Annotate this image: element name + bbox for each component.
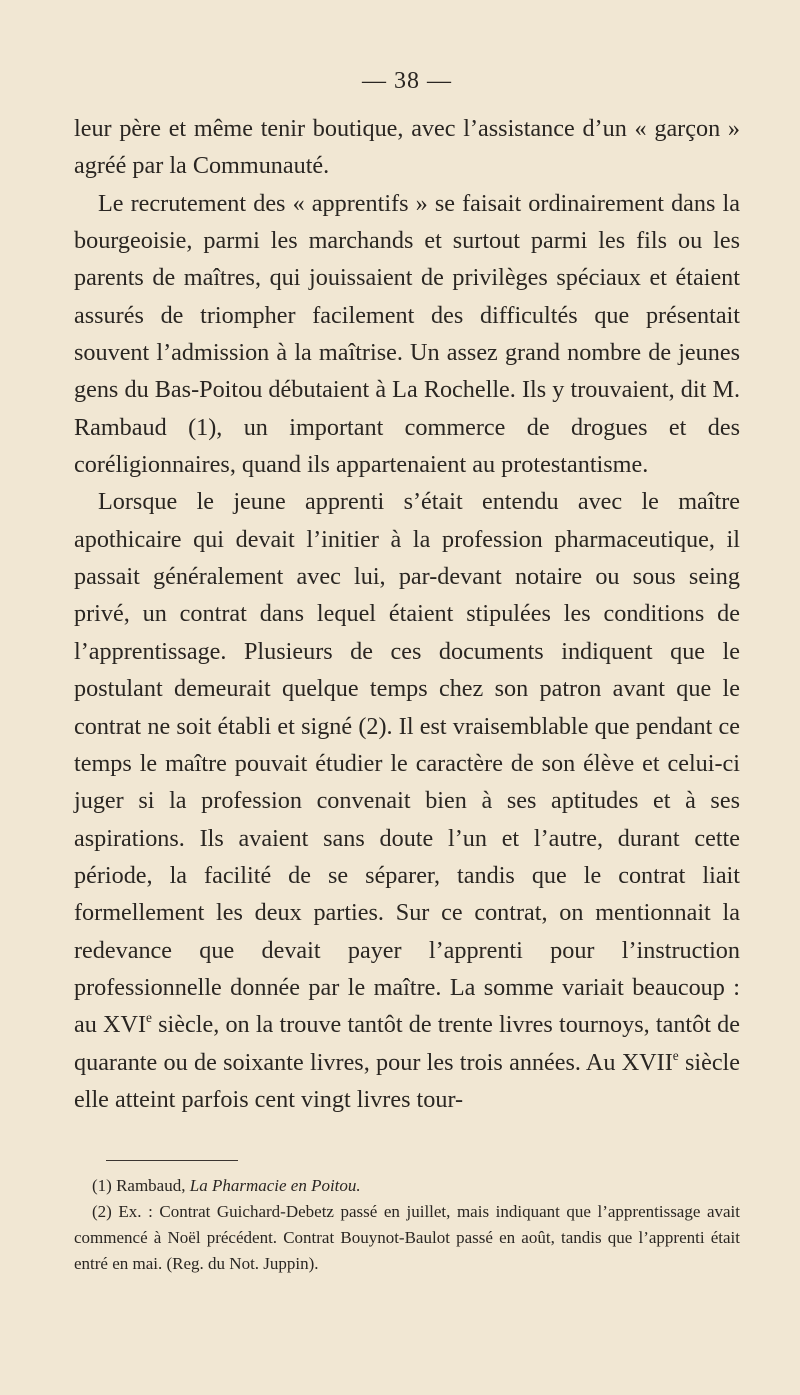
footnotes bbox=[74, 1173, 740, 1277]
footnote-1 bbox=[74, 1173, 740, 1199]
body-text bbox=[74, 110, 740, 1118]
footnote-1-title: La Pharmacie en Poitou. bbox=[189, 1176, 361, 1196]
book-page bbox=[74, 66, 740, 1277]
footnote-separator bbox=[106, 1160, 238, 1161]
paragraph-1: leur père et même tenir boutique, avec l’assistance d’un « garçon » agréé par la Communauté. bbox=[74, 115, 740, 180]
footnote-1-number: (1) bbox=[92, 1176, 112, 1196]
footnote-2 bbox=[74, 1199, 740, 1277]
footnote-2-number: (2) bbox=[92, 1202, 112, 1222]
footnote-2-text: Ex. : Contrat Guichard-Debetz passé en juillet, mais indiquant que l’apprentissage avait commencé à Noël précédent. Contrat Bouynot-Baulot passé en août, tandis que l’apprenti était entré en mai. (Reg. du Not. Juppin). bbox=[74, 1202, 740, 1274]
paragraph-2: Le recrutement des « apprentifs » se faisait ordinairement dans la bourgeoisie, parmi les marchands et surtout parmi les fils ou les parents de maîtres, qui jouissaient de privilèges spéciaux et étaient assurés de triompher facilement des difficultés que présentait souvent l’admission à la maîtrise. Un assez grand nombre de jeunes gens du Bas-Poitou débutaient à La Rochelle. Ils y trouvaient, dit M. Rambaud (1), un important commerce de drogues et des coréligionnaires, quand ils appartenaient au protestantisme. bbox=[74, 189, 740, 479]
page-number: — 38 — bbox=[362, 68, 452, 94]
paragraph-3: Lorsque le jeune apprenti s’était entendu avec le maître apothicaire qui devait l’initier à la profession pharmaceutique, il passait généralement avec lui, par-devant notaire ou sous seing privé, un contrat dans lequel étaient stipulées les conditions de l’apprentissage. Plusieurs de ces documents indiquent que le postulant demeurait quelque temps chez son patron avant que le contrat ne soit établi et signé (2). Il est vraisemblable que pendant ce temps le maître pouvait étudier le caractère de son élève et celui-ci juger si la profession convenait bien à ses aptitudes et à ses aspirations. Ils avaient sans doute l’un et l’autre, durant cette période, la facilité de se séparer, tandis que le contrat liait formellement les deux parties. Sur ce contrat, on mentionnait la redevance que devait payer l’apprenti pour l’instruction professionnelle donnée par le maître. La somme variait beaucoup : au XVIe siècle, on la trouve tantôt de trente livres tournoys, tantôt de quarante ou de soixante livres, pour les trois années. Au XVIIe siècle elle atteint parfois cent vingt livres tour- bbox=[74, 488, 741, 1113]
footnote-1-author: Rambaud, bbox=[116, 1176, 186, 1196]
